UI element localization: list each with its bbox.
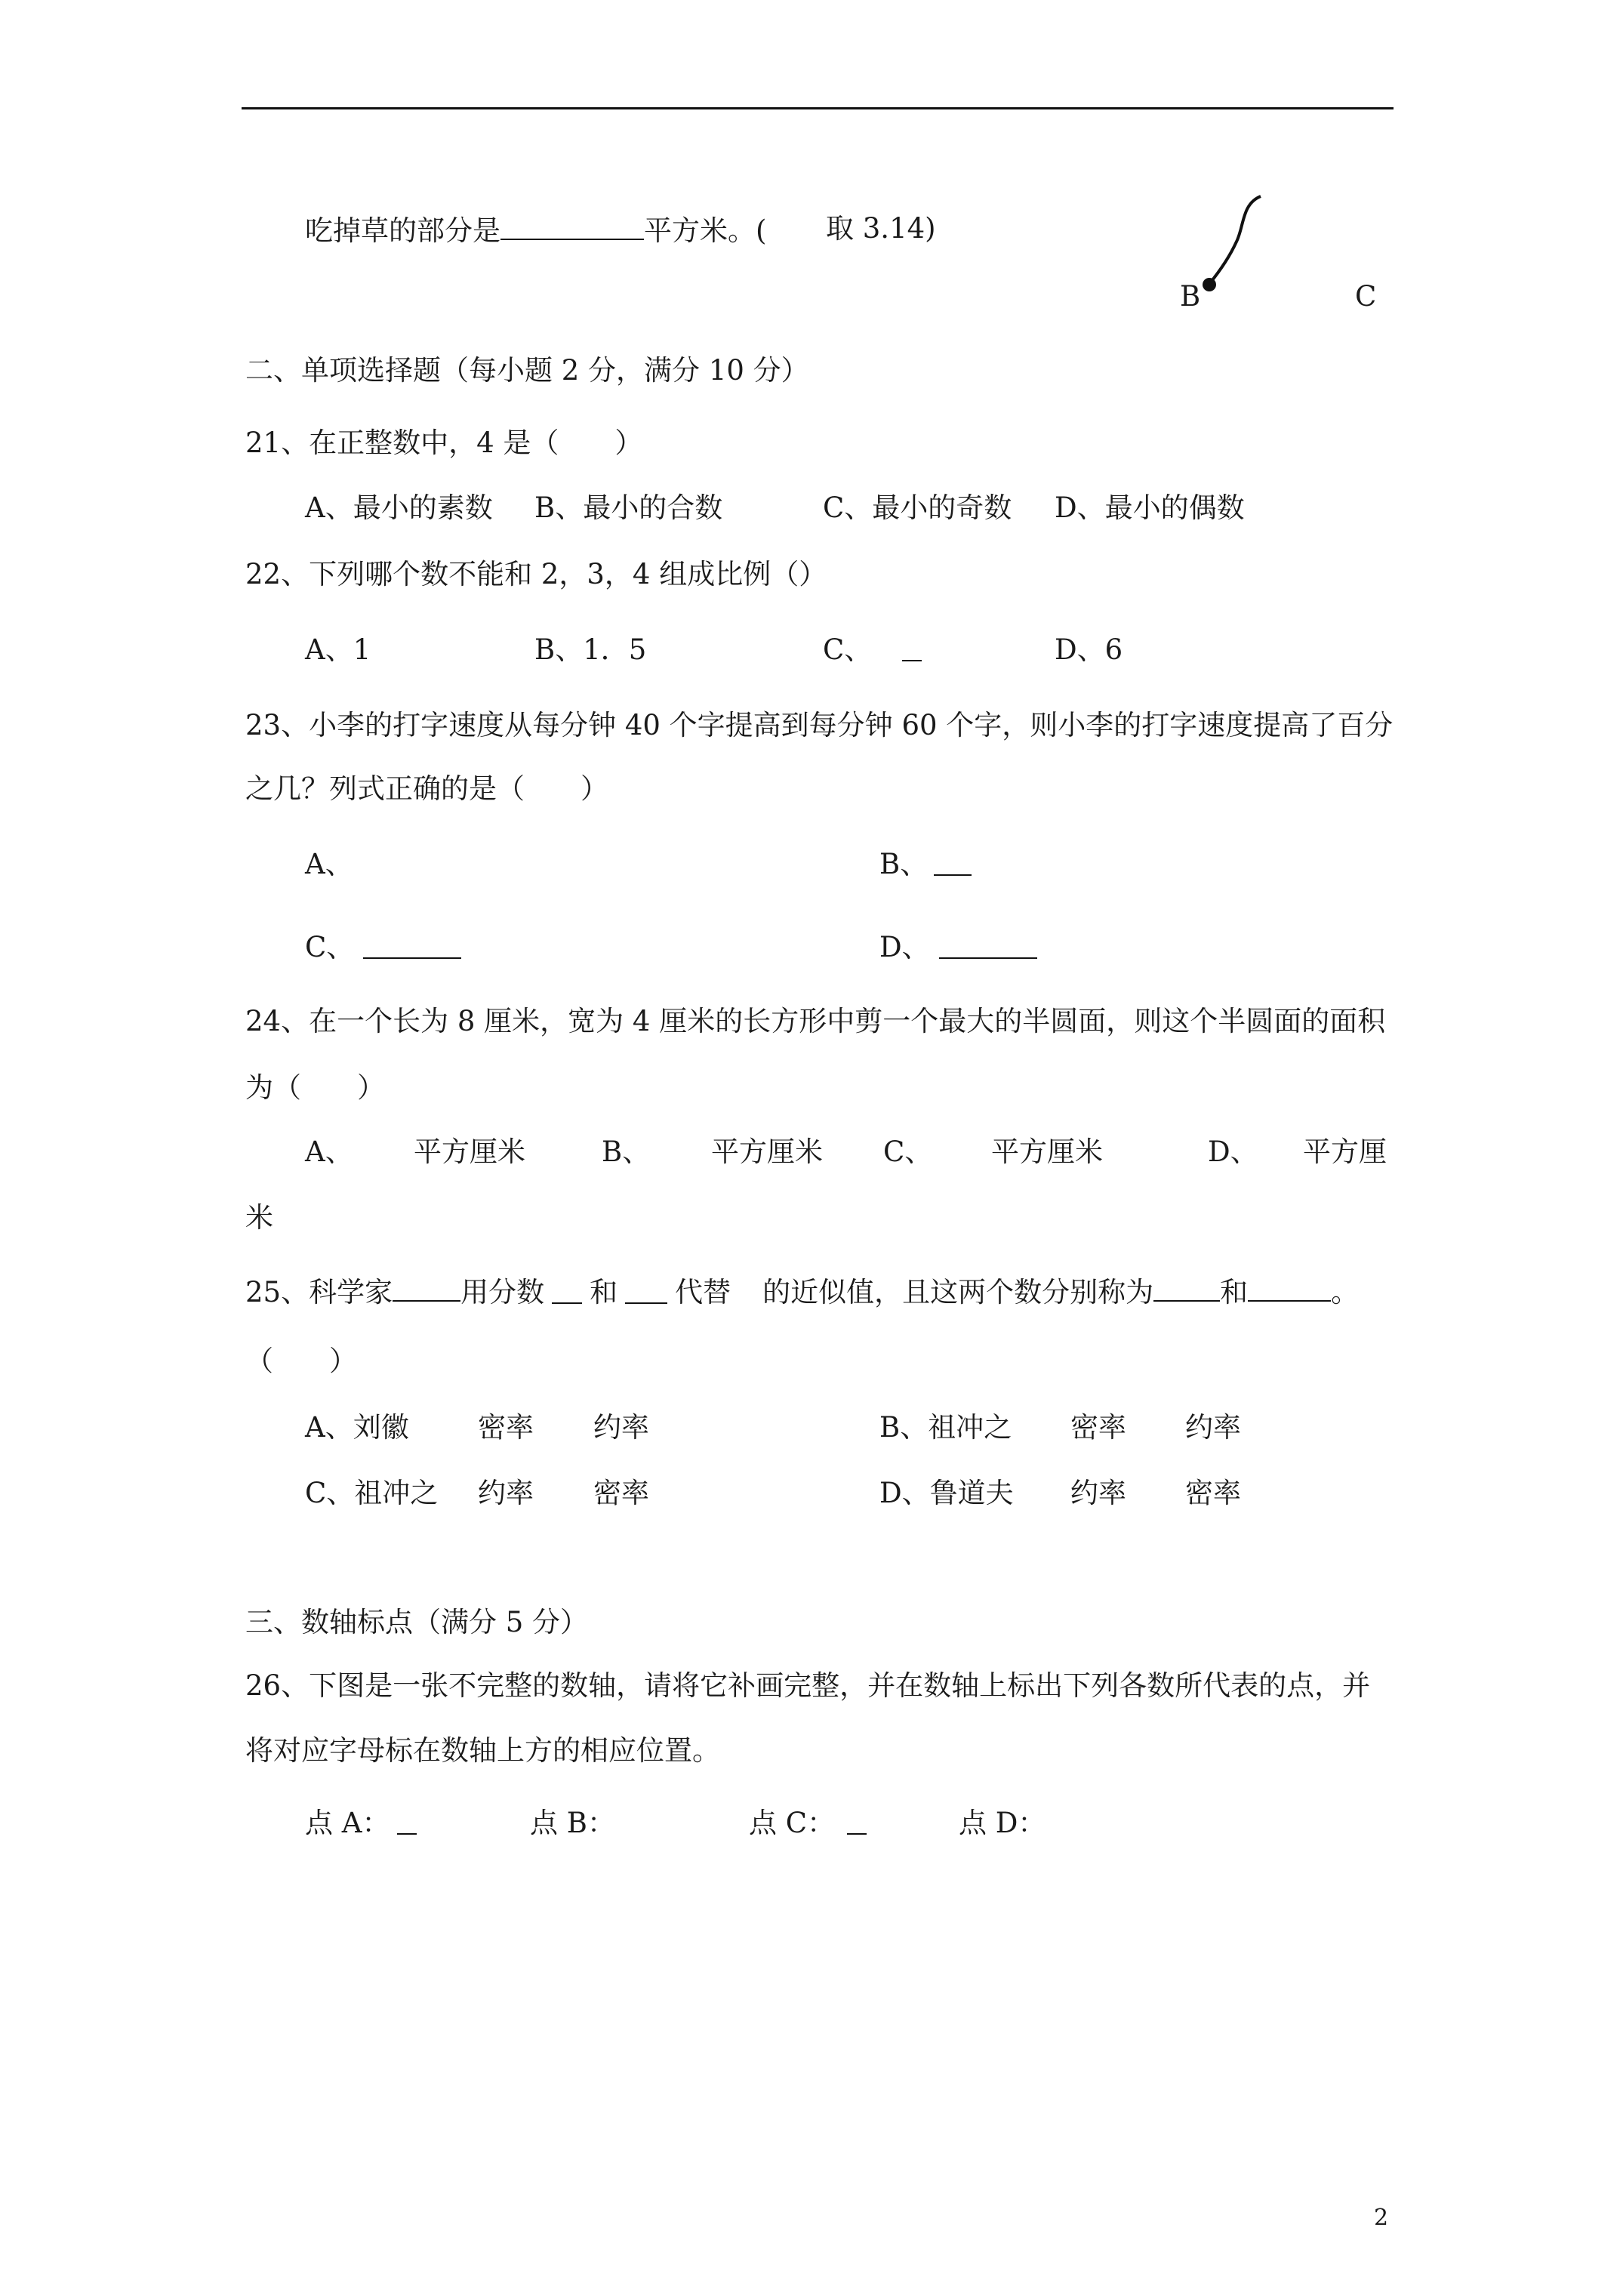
q22-option-a: A、1 xyxy=(305,633,371,666)
q24-stem-line2: 为（ ） xyxy=(245,1071,385,1104)
pi-note: 取 3.14) xyxy=(826,212,936,245)
q25-option-b-term1: 密率 xyxy=(1070,1411,1126,1444)
q25-blank-1 xyxy=(1153,1273,1220,1302)
q25-option-a-label: A、刘徽 xyxy=(305,1411,409,1444)
q24-option-c-unit: 平方厘米 xyxy=(991,1136,1103,1168)
q25-option-d-term2: 密率 xyxy=(1185,1477,1241,1509)
q26-stem-line2: 将对应字母标在数轴上方的相应位置。 xyxy=(245,1734,720,1767)
q24-option-a-label: A、 xyxy=(305,1136,353,1168)
q25-text-5: 的近似值，且这两个数分别称为 xyxy=(762,1276,1154,1308)
q24-option-d-label: D、 xyxy=(1208,1136,1258,1168)
q20-text-after: 平方米。( xyxy=(644,214,767,247)
label-c: C xyxy=(1355,280,1377,313)
section2-title: 二、单项选择题（每小题 2 分，满分 10 分） xyxy=(245,354,809,387)
q23-option-b-fraction-bar xyxy=(934,858,972,876)
q23-option-d xyxy=(879,930,1037,965)
label-b: B xyxy=(1180,280,1201,313)
q21-option-c: C、最小的奇数 xyxy=(823,492,1012,524)
q25-text-7: 。 xyxy=(1331,1276,1360,1308)
q24-option-d-unit-part1: 平方厘 xyxy=(1303,1136,1387,1168)
q25-option-d-label: D、鲁道夫 xyxy=(879,1477,1014,1509)
q23-option-c-label: C、 xyxy=(305,931,355,963)
q21-option-b: B、最小的合数 xyxy=(534,492,723,524)
q25-fraction-bar-2 xyxy=(625,1286,667,1304)
q24-stem-line1: 24、在一个长为 8 厘米，宽为 4 厘米的长方形中剪一个最大的半圆面，则这个半圆面的面积 xyxy=(245,1005,1386,1037)
q24-option-b-unit: 平方厘米 xyxy=(711,1136,823,1168)
q20-text-before: 吃掉草的部分是 xyxy=(305,214,500,247)
q26-point-c xyxy=(749,1806,867,1841)
q24-option-d-unit-part2: 米 xyxy=(245,1201,273,1234)
q25-text-3: 和 xyxy=(590,1276,618,1308)
q22-option-c xyxy=(823,633,922,667)
q23-option-c xyxy=(305,930,461,965)
q26-point-d: 点 D： xyxy=(959,1807,1046,1839)
q24-option-b-label: B、 xyxy=(602,1136,651,1168)
q26-stem-line1: 26、下图是一张不完整的数轴，请将它补画完整，并在数轴上标出下列各数所代表的点，并 xyxy=(245,1669,1371,1702)
q23-option-b xyxy=(879,847,972,882)
q22-option-c-label: C、 xyxy=(823,633,873,666)
q26-point-b: 点 B： xyxy=(530,1807,615,1839)
q23-option-a: A、 xyxy=(305,848,353,880)
q25-option-c-term1: 约率 xyxy=(478,1477,534,1509)
q25-stem xyxy=(245,1273,1359,1310)
q26-point-a xyxy=(305,1806,417,1841)
q21-option-d: D、最小的偶数 xyxy=(1055,492,1245,524)
page-number: 2 xyxy=(1374,2205,1389,2231)
q25-text-2: 用分数 xyxy=(460,1276,545,1308)
q23-stem-line2: 之几？列式正确的是（ ） xyxy=(245,772,608,805)
q22-option-c-fraction-bar xyxy=(902,643,922,661)
q25-blank-scientist xyxy=(393,1273,460,1302)
q23-option-d-fraction-bar xyxy=(939,941,1037,959)
q22-option-d: D、6 xyxy=(1055,633,1123,666)
q23-option-c-fraction-bar xyxy=(363,941,461,959)
q21-stem: 21、在正整数中，4 是（ ） xyxy=(245,427,643,459)
q25-option-c-term2: 密率 xyxy=(593,1477,649,1509)
q22-stem: 22、下列哪个数不能和 2，3，4 组成比例（） xyxy=(245,558,827,590)
q23-stem-line1: 23、小李的打字速度从每分钟 40 个字提高到每分钟 60 个字，则小李的打字速度提高了百分 xyxy=(245,709,1394,741)
q23-option-d-label: D、 xyxy=(879,931,930,963)
q20-answer-blank xyxy=(500,211,644,240)
q23-option-b-label: B、 xyxy=(879,848,929,880)
q26-point-a-label: 点 A： xyxy=(305,1807,390,1839)
q25-option-d-term1: 约率 xyxy=(1070,1477,1126,1509)
q25-text-6: 和 xyxy=(1220,1276,1249,1308)
q26-point-c-fraction-bar xyxy=(847,1817,867,1835)
q26-point-c-label: 点 C： xyxy=(749,1807,836,1839)
q26-point-a-fraction-bar xyxy=(397,1817,417,1835)
q22-option-b: B、1．5 xyxy=(534,633,647,666)
rope-anchor-point xyxy=(1203,278,1216,291)
q25-option-b-term2: 约率 xyxy=(1185,1411,1241,1444)
q21-option-a: A、最小的素数 xyxy=(305,492,493,524)
section3-title: 三、数轴标点（满分 5 分） xyxy=(245,1606,589,1638)
header-rule xyxy=(242,107,1394,109)
q25-option-c-label: C、祖冲之 xyxy=(305,1477,439,1509)
q25-option-a-term1: 密率 xyxy=(478,1411,534,1444)
q25-fraction-bar-1 xyxy=(552,1286,582,1304)
q20-continuation xyxy=(305,211,766,248)
q24-option-a-unit: 平方厘米 xyxy=(414,1136,525,1168)
q25-option-a-term2: 约率 xyxy=(593,1411,649,1444)
q25-text-1: 25、科学家 xyxy=(245,1276,393,1308)
q24-option-c-label: C、 xyxy=(883,1136,933,1168)
q25-blank-2 xyxy=(1248,1273,1331,1302)
rope-curve xyxy=(1209,196,1261,284)
q25-option-b-label: B、祖冲之 xyxy=(879,1411,1012,1444)
q25-text-4: 代替 xyxy=(675,1276,731,1308)
q25-paren: （ ） xyxy=(245,1345,357,1377)
